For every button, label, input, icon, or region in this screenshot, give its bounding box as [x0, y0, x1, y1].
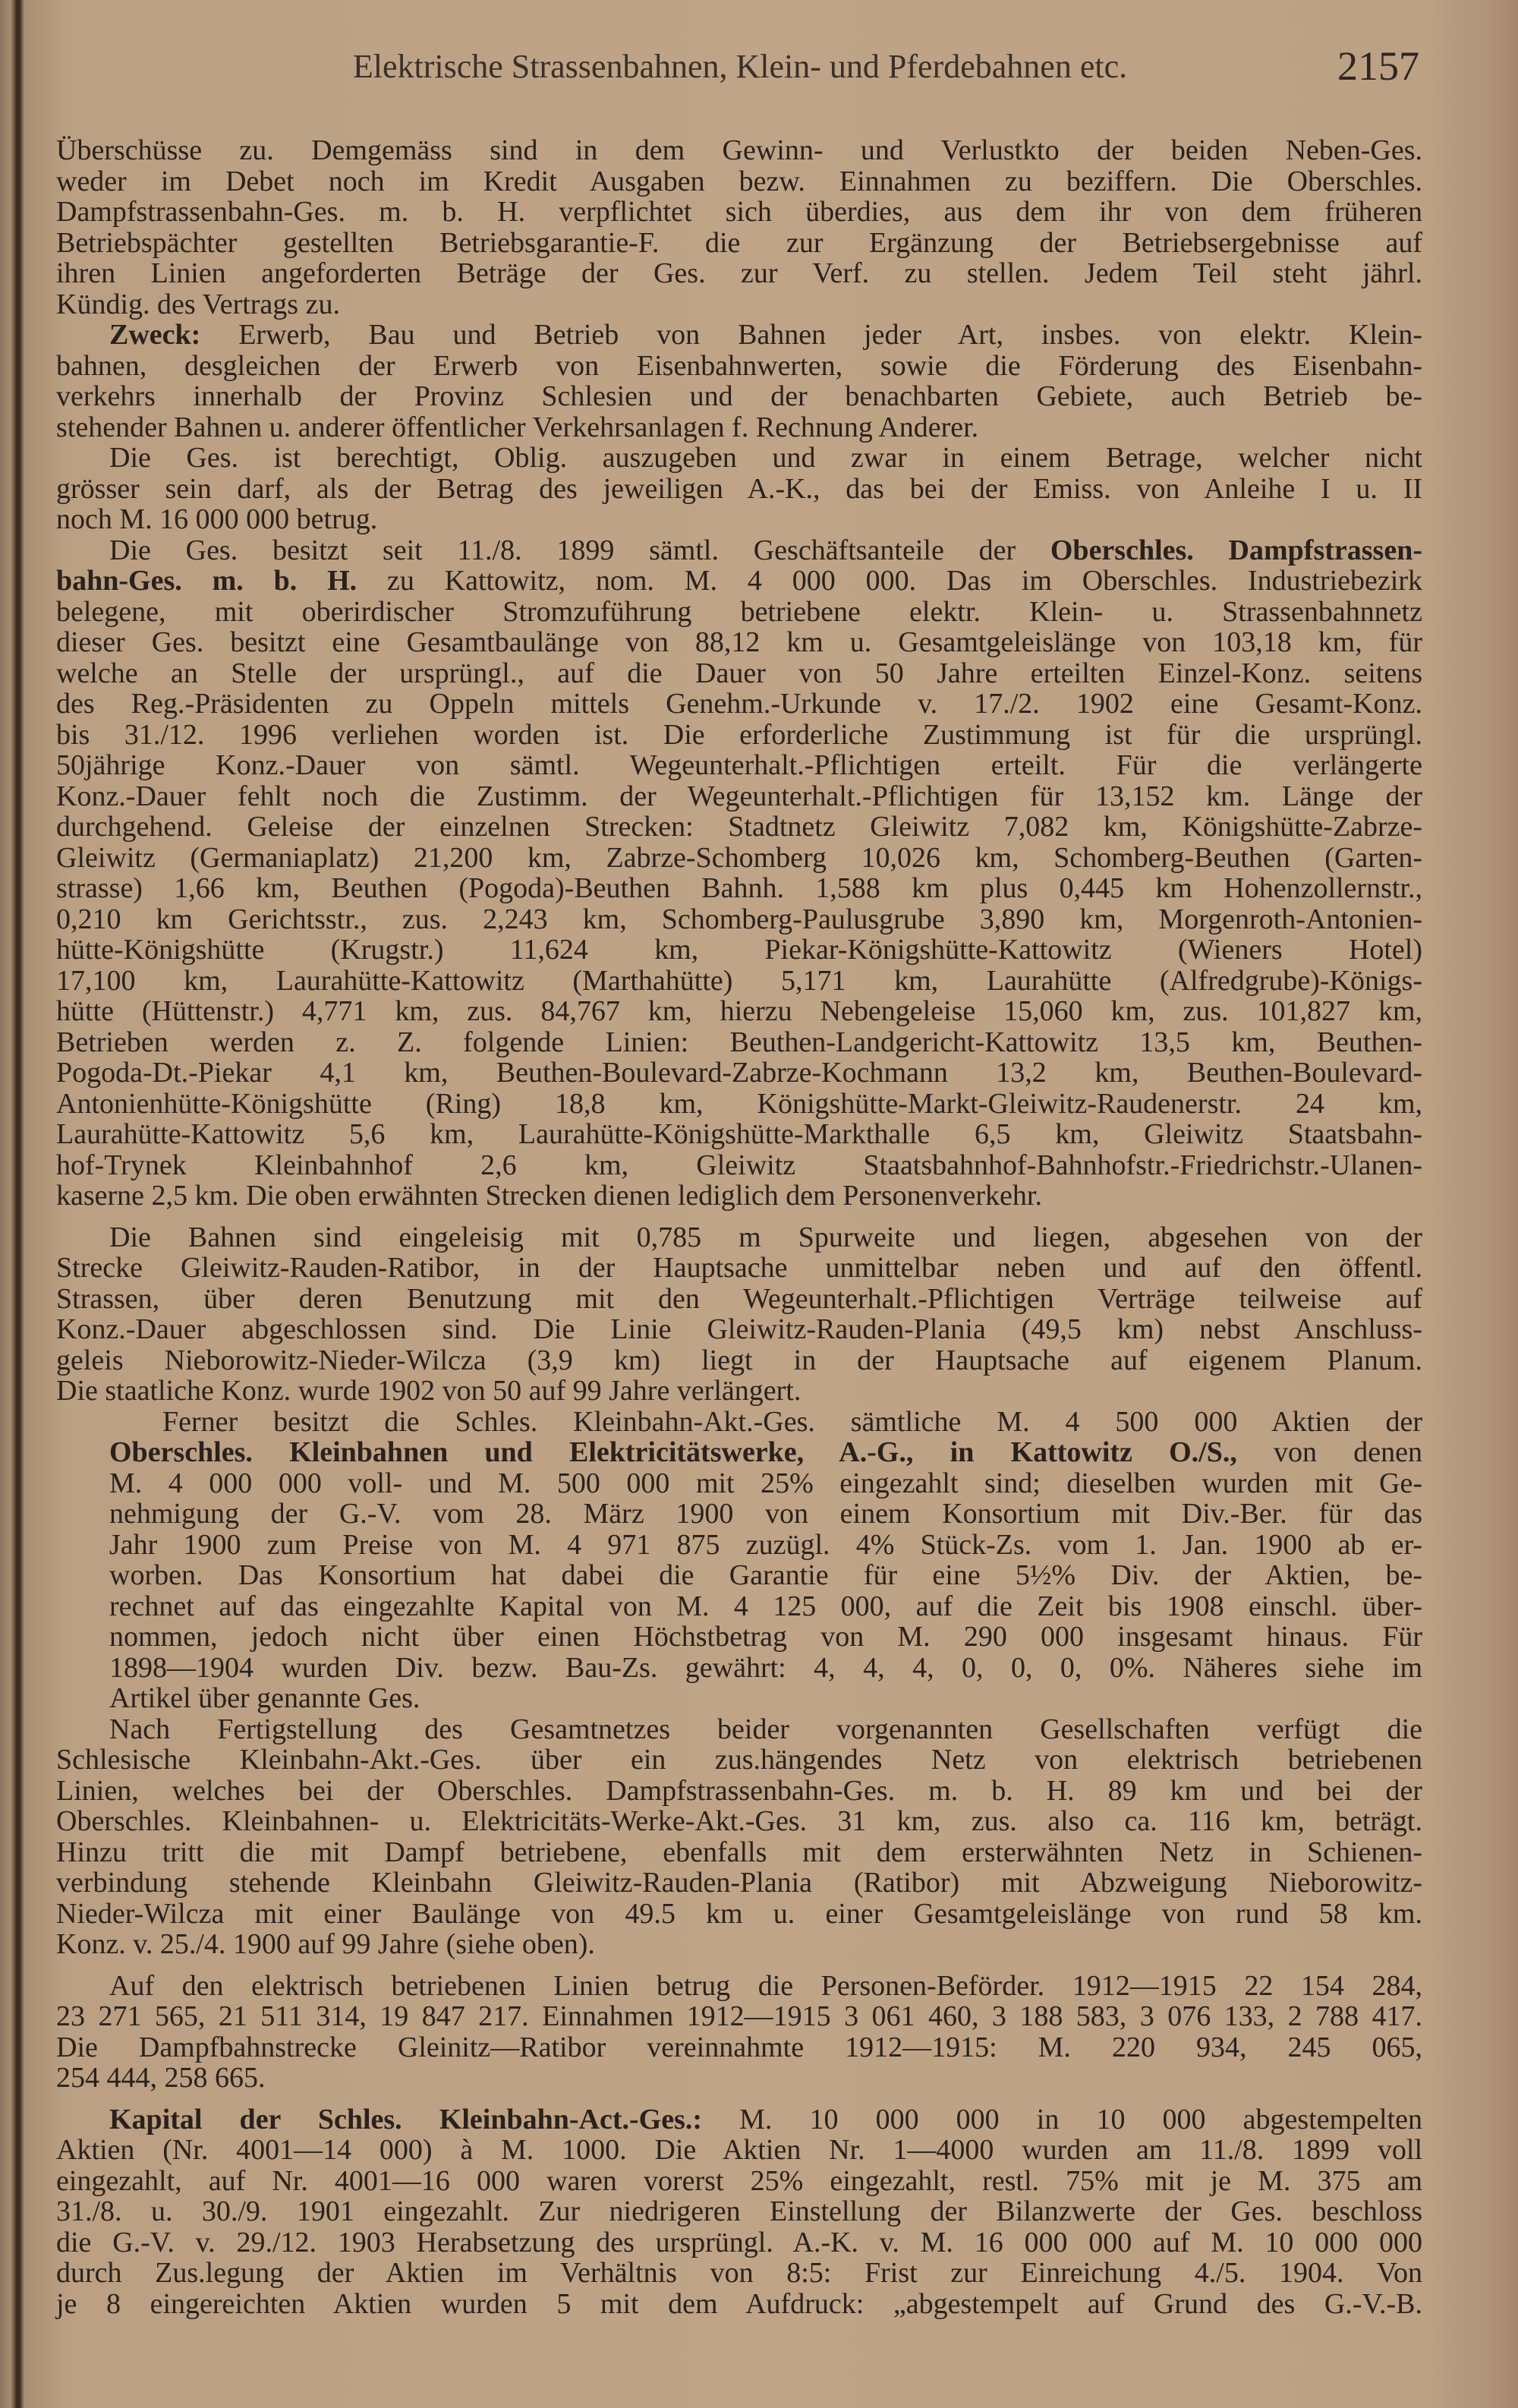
text: Gleiwitz (Germaniaplatz) 21,200 km, Zabrze-Schomberg 10,026 km, Schomberg-Beuthen (Garten-	[56, 841, 1422, 874]
text-line	[56, 627, 1422, 658]
text: Aktien (Nr. 4001—14 000) à M. 1000. Die Aktien Nr. 1—4000 wurden am 11./8. 1899 voll	[56, 2134, 1422, 2166]
text: verbindung stehende Kleinbahn Gleiwitz-Rauden-Plania (Ratibor) mit Abzweigung Nieborowitz-	[56, 1867, 1422, 1899]
text: welche an Stelle der ursprüngl., auf die Dauer von 50 Jahre erteilten Einzel-Konz. seitens	[56, 657, 1422, 689]
text: Nieder-Wilcza mit einer Baulänge von 49.5 km u. einer Gesamtgeleislänge von rund 58 km.	[56, 1897, 1422, 1930]
text: bis 31./12. 1996 verliehen worden ist. Die erforderliche Zustimmung ist für die ursprüngl.	[56, 718, 1422, 751]
text-line	[56, 1119, 1422, 1150]
text-line	[56, 996, 1422, 1027]
paragraph	[56, 2104, 1422, 2320]
text: Überschüsse zu. Demgemäss sind in dem Gewinn- und Verlustkto der beiden Neben-Ges.	[56, 134, 1422, 166]
text: 1898—1904 wurden Div. bezw. Bau-Zs. gewährt: 4, 4, 4, 0, 0, 0, 0%. Näheres siehe im	[109, 1651, 1422, 1684]
text: durchgehend. Geleise der einzelnen Strecken: Stadtnetz Gleiwitz 7,082 km, Königshütte-Zabrze-	[56, 811, 1422, 843]
text: Die Ges. ist berechtigt, Oblig. auszugeben und zwar in einem Betrage, welcher nicht	[109, 442, 1422, 474]
text: ihren Linien angeforderten Beträge der Ges. zur Verf. zu stellen. Jedem Teil steht jährl.	[56, 257, 1422, 289]
bold-text: bahn-Ges. m. b. H.	[56, 565, 357, 597]
text: hütte (Hüttenstr.) 4,771 km, zus. 84,767 km, hierzu Nebengeleise 15,060 km, zus. 101,827 km,	[56, 995, 1422, 1027]
text-line	[56, 812, 1422, 843]
paragraph	[56, 135, 1422, 320]
text: Konz. v. 25./4. 1900 auf 99 Jahre (siehe oben).	[56, 1928, 595, 1960]
text: zu Kattowitz, nom. M. 4 000 000. Das im Oberschles. Industriebezirk	[357, 565, 1422, 597]
text-line	[56, 1057, 1422, 1089]
text-line	[56, 197, 1422, 228]
text: strasse) 1,66 km, Beuthen (Pogoda)-Beuthen Bahnh. 1,588 km plus 0,445 km Hohenzollernstr.,	[56, 872, 1422, 904]
text-line	[56, 1253, 1422, 1284]
text: grösser sein darf, als der Betrag des jeweiligen A.-K., das bei der Emiss. von Anleihe I u. II	[56, 472, 1422, 505]
text-line	[56, 228, 1422, 259]
text-line	[56, 689, 1422, 720]
text-line	[56, 1806, 1422, 1837]
text-line	[56, 1284, 1422, 1315]
text-line	[109, 1560, 1422, 1591]
text-line	[56, 474, 1422, 505]
text: 50jährige Konz.-Dauer von sämtl. Wegeunterhalt.-Pflichtigen erteilt. Für die verlängerte	[56, 749, 1422, 781]
text: Erwerb, Bau und Betrieb von Bahnen jeder Art, insbes. von elektr. Klein-	[200, 319, 1422, 351]
text: hütte-Königshütte (Krugstr.) 11,624 km, Piekar-Königshütte-Kattowitz (Wieners Hotel)	[56, 934, 1422, 966]
text: je 8 eingereichten Aktien wurden 5 mit dem Aufdruck: „abgestempelt auf Grund des G.-V.-B.	[56, 2287, 1422, 2320]
text-line	[56, 1714, 1422, 1745]
text-line	[56, 1180, 1422, 1212]
paragraph	[56, 443, 1422, 535]
text: Antonienhütte-Königshütte (Ring) 18,8 km, Königshütte-Markt-Gleiwitz-Raudenerstr. 24 km,	[56, 1087, 1422, 1120]
text: durch Zus.legung der Aktien im Verhältnis von 8:5: Frist zur Einreichung 4./5. 1904. Von	[56, 2257, 1422, 2289]
page-body	[56, 135, 1422, 2319]
paragraph	[109, 1407, 1422, 1714]
text-line	[109, 1407, 1422, 1438]
text: 254 444, 258 665.	[56, 2062, 266, 2094]
text-line	[56, 2166, 1422, 2197]
paragraph	[56, 1222, 1422, 1407]
text-line	[56, 1837, 1422, 1868]
text-line	[56, 873, 1422, 904]
text-line	[56, 1222, 1422, 1253]
text-line	[56, 1027, 1422, 1058]
text: Laurahütte-Kattowitz 5,6 km, Laurahütte-Königshütte-Markthalle 6,5 km, Gleiwitz Staatsbahn-	[56, 1118, 1422, 1150]
text-line	[109, 1683, 1422, 1714]
paragraph	[56, 535, 1422, 1212]
text-line	[56, 1867, 1422, 1899]
text-line	[56, 535, 1422, 566]
bold-text: Oberschles. Dampfstrassen-	[1050, 534, 1422, 566]
text-line	[56, 443, 1422, 474]
text-line	[56, 1376, 1422, 1407]
text: dieser Ges. besitzt eine Gesamtbaulänge von 88,12 km u. Gesamtgeleislänge von 103,18 km, für	[56, 626, 1422, 658]
text: worben. Das Konsortium hat dabei die Garantie für eine 5½% Div. der Aktien, be-	[109, 1559, 1422, 1591]
text-line	[56, 1314, 1422, 1345]
text: verkehrs innerhalb der Provinz Schlesien und der benachbarten Gebiete, auch Betrieb be-	[56, 380, 1422, 412]
text-line	[56, 166, 1422, 197]
text: Pogoda-Dt.-Piekar 4,1 km, Beuthen-Boulevard-Zabrze-Kochmann 13,2 km, Beuthen-Boulevard-	[56, 1057, 1422, 1089]
text-line	[109, 1653, 1422, 1684]
text-line	[56, 843, 1422, 874]
text-line	[56, 2135, 1422, 2166]
bold-text: Oberschles. Kleinbahnen und Elektricitätswerke, A.-G., in Kattowitz O./S.,	[109, 1436, 1237, 1468]
text-line	[56, 289, 1422, 320]
text: rechnet auf das eingezahlte Kapital von M. 4 125 000, auf die Zeit bis 1908 einschl. über-	[109, 1590, 1422, 1622]
text: Konz.-Dauer fehlt noch die Zustimm. der Wegeunterhalt.-Pflichtigen für 13,152 km. Länge der	[56, 780, 1422, 812]
text-line	[56, 2258, 1422, 2289]
text: bahnen, desgleichen der Erwerb von Eisenbahnwerten, sowie die Förderung des Eisenbahn-	[56, 349, 1422, 382]
text: Ferner besitzt die Schles. Kleinbahn-Akt.-Ges. sämtliche M. 4 500 000 Aktien der	[162, 1405, 1422, 1438]
text: Schlesische Kleinbahn-Akt.-Ges. über ein zus.hängendes Netz von elektrisch betriebenen	[56, 1744, 1422, 1776]
text: Kündig. des Vertrags zu.	[56, 288, 340, 320]
text: belegene, mit oberirdischer Stromzuführung betriebene elektr. Klein- u. Strassenbahnnetz	[56, 595, 1422, 628]
text: Auf den elektrisch betriebenen Linien betrug die Personen-Beförder. 1912—1915 22 154 284,	[109, 1969, 1422, 2002]
text-line	[56, 1150, 1422, 1181]
text: Die Bahnen sind eingeleisig mit 0,785 m Spurweite und liegen, abgesehen von der	[109, 1221, 1422, 1253]
text: des Reg.-Präsidenten zu Oppeln mittels Genehm.-Urkunde v. 17./2. 1902 eine Gesamt-Konz.	[56, 688, 1422, 720]
paragraph	[56, 1971, 1422, 2094]
text: Dampfstrassenbahn-Ges. m. b. H. verpflichtet sich überdies, aus dem ihr von dem früheren	[56, 196, 1422, 228]
text: 0,210 km Gerichtsstr., zus. 2,243 km, Schomberg-Paulusgrube 3,890 km, Morgenroth-Antonien-	[56, 903, 1422, 935]
text: Hinzu tritt die mit Dampf betriebene, ebenfalls mit dem ersterwähnten Netz in Schienen-	[56, 1836, 1422, 1868]
text: Linien, welches bei der Oberschles. Dampfstrassenbahn-Ges. m. b. H. 89 km und bei der	[56, 1774, 1422, 1807]
text-line	[56, 658, 1422, 689]
text-line	[56, 2227, 1422, 2258]
text-line	[56, 2289, 1422, 2320]
text-line	[56, 1345, 1422, 1376]
text-line	[56, 381, 1422, 412]
text: Artikel über genannte Ges.	[109, 1682, 420, 1714]
bold-text: Kapital der Schles. Kleinbahn-Act.-Ges.:	[109, 2103, 702, 2135]
text-line	[56, 935, 1422, 966]
text: nommen, jedoch nicht über einen Höchstbetrag von M. 290 000 insgesamt hinaus. Für	[109, 1621, 1422, 1653]
text: die G.-V. v. 29./12. 1903 Herabsetzung des ursprüngl. A.-K. v. M. 16 000 000 auf M. 10 000 000	[56, 2226, 1422, 2258]
text-line	[56, 1899, 1422, 1930]
text-line	[56, 135, 1422, 166]
paragraph	[56, 320, 1422, 443]
text-line	[56, 1745, 1422, 1776]
text-line	[109, 1437, 1422, 1468]
text-line	[56, 566, 1422, 597]
text-line	[56, 720, 1422, 751]
text-line	[56, 597, 1422, 628]
text: weder im Debet noch im Kredit Ausgaben bezw. Einnahmen zu beziffern. Die Oberschles.	[56, 165, 1422, 197]
text: kaserne 2,5 km. Die oben erwähnten Strecken dienen lediglich dem Personenverkehr.	[56, 1180, 1042, 1212]
text: 31./8. u. 30./9. 1901 eingezahlt. Zur niedrigeren Einstellung der Bilanzwerte der Ges. beschloss	[56, 2195, 1422, 2227]
text-line	[56, 1776, 1422, 1807]
text-line	[56, 1971, 1422, 2002]
text-line	[56, 966, 1422, 997]
text: Die Ges. besitzt seit 11./8. 1899 sämtl. Geschäftsanteile der	[109, 534, 1050, 566]
text-line	[56, 2196, 1422, 2227]
text: Nach Fertigstellung des Gesamtnetzes beider vorgenannten Gesellschaften verfügt die	[109, 1713, 1422, 1745]
text-line	[56, 1089, 1422, 1120]
text: Betrieben werden z. Z. folgende Linien: Beuthen-Landgericht-Kattowitz 13,5 km, Beuthen-	[56, 1026, 1422, 1058]
text: M. 4 000 000 voll- und M. 500 000 mit 25% eingezahlt sind; dieselben wurden mit Ge-	[109, 1467, 1422, 1499]
running-header: Elektrische Strassenbahnen, Klein- und Pferdebahnen etc.	[352, 48, 1128, 85]
text: stehender Bahnen u. anderer öffentlicher Verkehrsanlagen f. Rechnung Anderer.	[56, 411, 979, 443]
text: 23 271 565, 21 511 314, 19 847 217. Einnahmen 1912—1915 3 061 460, 3 188 583, 3 076 133, 2 788 417.	[56, 2000, 1422, 2032]
text: Betriebspächter gestellten Betriebsgarantie-F. die zur Ergänzung der Betriebsergebnisse auf	[56, 226, 1422, 259]
text: noch M. 16 000 000 betrug.	[56, 503, 378, 535]
text: Die staatliche Konz. wurde 1902 von 50 auf 99 Jahre verlängert.	[56, 1375, 802, 1407]
text-line	[56, 2104, 1422, 2135]
text-line	[56, 2063, 1422, 2094]
bold-text: Zweck:	[109, 319, 201, 351]
paragraph	[56, 1714, 1422, 1960]
page-number: 2157	[1337, 43, 1419, 89]
text: Strecke Gleiwitz-Rauden-Ratibor, in der Hauptsache unmittelbar neben und auf den öffentl.	[56, 1252, 1422, 1284]
text-line	[56, 504, 1422, 535]
text: Die Dampfbahnstrecke Gleinitz—Ratibor vereinnahmte 1912—1915: M. 220 934, 245 065,	[56, 2031, 1422, 2063]
text-line	[109, 1499, 1422, 1530]
text: Oberschles. Kleinbahnen- u. Elektricitäts-Werke-Akt.-Ges. 31 km, zus. also ca. 116 km, beträgt.	[56, 1805, 1422, 1837]
text-line	[109, 1468, 1422, 1499]
text: geleis Nieborowitz-Nieder-Wilcza (3,9 km) liegt in der Hauptsache auf eigenem Planum.	[56, 1344, 1422, 1376]
text-line	[56, 904, 1422, 935]
text-line	[56, 351, 1422, 382]
text: Strassen, über deren Benutzung mit den Wegeunterhalt.-Pflichtigen Verträge teilweise auf	[56, 1282, 1422, 1315]
text: M. 10 000 000 in 10 000 abgestempelten	[702, 2103, 1422, 2135]
text-line	[56, 2032, 1422, 2063]
text: 17,100 km, Laurahütte-Kattowitz (Marthahütte) 5,171 km, Laurahütte (Alfredgrube)-Königs-	[56, 964, 1422, 997]
text-line	[109, 1530, 1422, 1561]
text-line	[56, 412, 1422, 443]
text-line	[56, 320, 1422, 351]
text-line	[56, 258, 1422, 289]
text: von denen	[1236, 1436, 1422, 1468]
text: eingezahlt, auf Nr. 4001—16 000 waren vorerst 25% eingezahlt, restl. 75% mit je M. 375 am	[56, 2164, 1422, 2197]
text-line	[109, 1622, 1422, 1653]
text: Konz.-Dauer abgeschlossen sind. Die Linie Gleiwitz-Rauden-Plania (49,5 km) nebst Anschluss-	[56, 1313, 1422, 1345]
text-line	[56, 781, 1422, 812]
text-line	[56, 2001, 1422, 2032]
text: Jahr 1900 zum Preise von M. 4 971 875 zuzügl. 4% Stück-Zs. vom 1. Jan. 1900 ab er-	[109, 1528, 1422, 1561]
text-line	[56, 750, 1422, 781]
text-line	[109, 1591, 1422, 1622]
text-line	[56, 1929, 1422, 1960]
text: nehmigung der G.-V. vom 28. März 1900 von einem Konsortium mit Div.-Ber. für das	[109, 1498, 1422, 1530]
text: hof-Trynek Kleinbahnhof 2,6 km, Gleiwitz Staatsbahnhof-Bahnhofstr.-Friedrichstr.-Ulanen-	[56, 1149, 1422, 1181]
